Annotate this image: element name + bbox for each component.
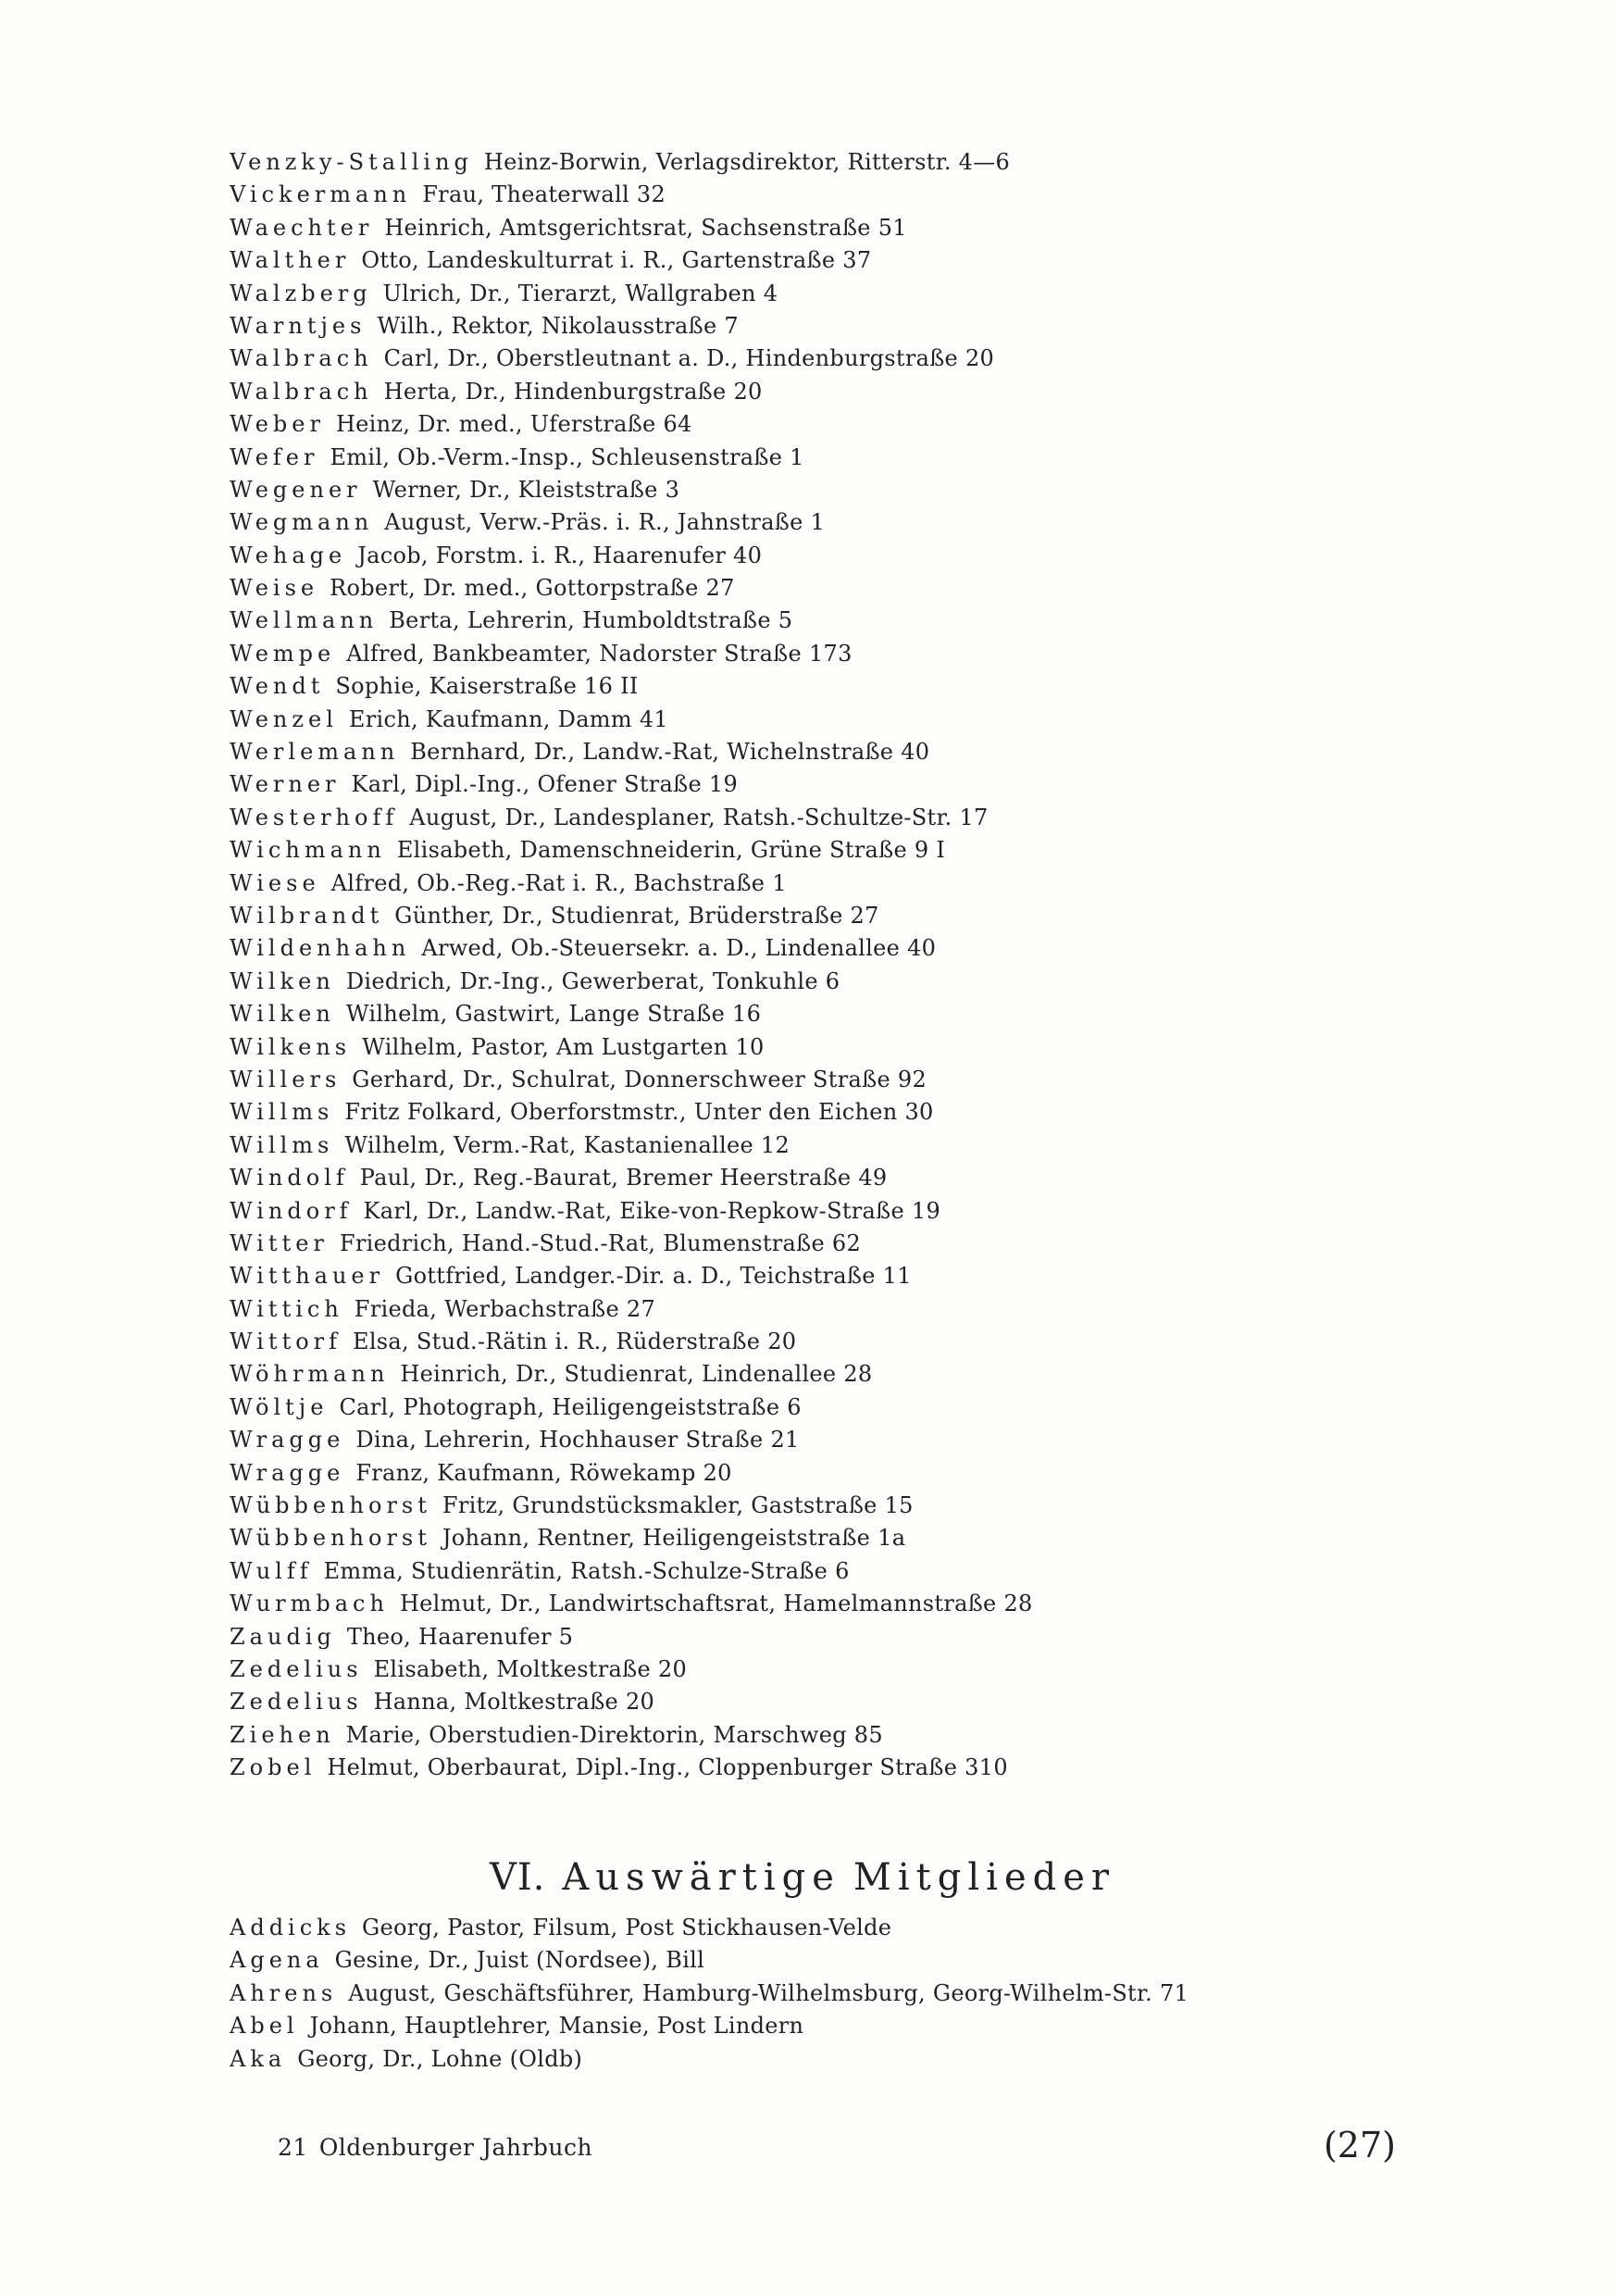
list-item (230, 1096, 1507, 1129)
entry-details: Emil, Ob.-Verm.-Insp., Schleusenstraße 1 (330, 443, 804, 470)
list-item (230, 605, 1507, 637)
entry-details: Herta, Dr., Hindenburgstraße 20 (383, 378, 763, 405)
entry-surname: Zaudig (230, 1623, 336, 1650)
list-item (230, 278, 1507, 310)
entry-surname: Wöltje (230, 1393, 329, 1420)
entry-details: Emma, Studienrätin, Ratsh.-Schulze-Straße 6 (323, 1557, 850, 1584)
list-item (230, 900, 1507, 932)
list-item (230, 1978, 1507, 2010)
entry-details: Günther, Dr., Studienrat, Brüderstraße 27 (394, 902, 879, 929)
list-item (230, 179, 1507, 211)
entry-details: Heinrich, Amtsgerichtsrat, Sachsenstraße 51 (384, 214, 907, 241)
entry-surname: Westerhoff (230, 804, 399, 830)
entry-details: Wilhelm, Verm.-Rat, Kastanienallee 12 (344, 1131, 790, 1158)
list-item (230, 1457, 1507, 1490)
entry-details: Marie, Oberstudien-Direktorin, Marschweg 85 (345, 1721, 883, 1748)
list-item (230, 1129, 1507, 1162)
list-item (230, 1064, 1507, 1096)
list-item (230, 146, 1507, 179)
section-word-2: Mitglieder (853, 1856, 1116, 1899)
entry-surname: Walbrach (230, 345, 373, 372)
list-item (230, 474, 1507, 506)
entry-surname: Vickermann (230, 181, 412, 208)
entry-surname: Wübbenhorst (230, 1525, 431, 1552)
entry-details: Robert, Dr. med., Gottorpstraße 27 (330, 575, 735, 602)
external-member-list (230, 1912, 1507, 2076)
list-item (230, 244, 1507, 277)
member-list (230, 146, 1507, 1785)
entry-details: Paul, Dr., Reg.-Baurat, Bremer Heerstraße 49 (359, 1165, 888, 1192)
entry-details: August, Dr., Landesplaner, Ratsh.-Schultze-Str. 17 (409, 804, 989, 830)
entry-surname: Wilkens (230, 1033, 352, 1060)
list-item (230, 1555, 1507, 1588)
entry-details: Friedrich, Hand.-Stud.-Rat, Blumenstraße 62 (339, 1229, 862, 1256)
page-number: (27) (1323, 2125, 1396, 2165)
entry-surname: Addicks (230, 1915, 352, 1940)
list-item (230, 1391, 1507, 1424)
entry-details: Gerhard, Dr., Schulrat, Donnerschweer Straße 92 (352, 1066, 927, 1092)
entry-details: Erich, Kaufmann, Damm 41 (348, 705, 668, 732)
entry-surname: Wichmann (230, 837, 386, 864)
entry-surname: Warntjes (230, 312, 367, 339)
list-item (230, 1293, 1507, 1326)
entry-surname: Wragge (230, 1459, 345, 1486)
list-item (230, 572, 1507, 605)
entry-details: Diedrich, Dr.-Ing., Gewerberat, Tonkuhle 6 (345, 967, 840, 994)
entry-details: Karl, Dipl.-Ing., Ofener Straße 19 (351, 771, 739, 798)
entry-details: Carl, Dr., Oberstleutnant a. D., Hindenburgstraße 20 (383, 345, 995, 372)
entry-surname: Wilbrandt (230, 902, 384, 929)
list-item (230, 867, 1507, 900)
entry-details: Helmut, Dr., Landwirtschaftsrat, Hamelmannstraße 28 (399, 1591, 1033, 1617)
entry-details: Franz, Kaufmann, Röwekamp 20 (355, 1459, 732, 1486)
list-item (230, 998, 1507, 1030)
list-item (230, 1195, 1507, 1228)
list-item (230, 932, 1507, 965)
entry-surname: Weber (230, 411, 325, 438)
entry-surname: Zedelius (230, 1655, 363, 1682)
section-numeral: VI. (489, 1856, 546, 1899)
entry-details: Heinrich, Dr., Studienrat, Lindenallee 28 (400, 1361, 873, 1388)
entry-details: Heinz, Dr. med., Uferstraße 64 (335, 411, 692, 438)
entry-surname: Wübbenhorst (230, 1492, 431, 1519)
list-item (230, 343, 1507, 375)
entry-surname: Wellmann (230, 607, 379, 634)
list-item (230, 506, 1507, 539)
entry-details: Carl, Photograph, Heiligengeiststraße 6 (339, 1393, 802, 1420)
entry-details: Werner, Dr., Kleiststraße 3 (372, 476, 680, 503)
list-item (230, 408, 1507, 441)
list-item (230, 736, 1507, 768)
list-item (230, 540, 1507, 572)
entry-surname: Wragge (230, 1427, 345, 1454)
entry-details: Karl, Dr., Landw.-Rat, Eike-von-Repkow-Straße 19 (363, 1197, 941, 1224)
entry-surname: Witter (230, 1229, 329, 1256)
list-item (230, 638, 1507, 670)
footer-signature: 21 (278, 2134, 308, 2161)
entry-surname: Wiese (230, 869, 320, 896)
entry-details: August, Verw.-Präs. i. R., Jahnstraße 1 (384, 509, 826, 536)
list-item (230, 768, 1507, 801)
entry-surname: Waechter (230, 214, 374, 241)
entry-surname: Walther (230, 247, 351, 274)
list-item (230, 1522, 1507, 1554)
list-item (230, 442, 1507, 474)
entry-surname: Walbrach (230, 378, 373, 405)
entry-surname: Wittorf (230, 1329, 342, 1355)
entry-surname: Wildenhahn (230, 935, 411, 962)
entry-surname: Wempe (230, 640, 336, 667)
list-item (230, 1719, 1507, 1752)
entry-details: Fritz Folkard, Oberforstmstr., Unter den Eichen 30 (344, 1099, 934, 1126)
entry-details: Wilhelm, Gastwirt, Lange Straße 16 (345, 1001, 762, 1028)
section-word-1: Auswärtige (562, 1856, 840, 1899)
entry-details: Ulrich, Dr., Tierarzt, Wallgraben 4 (382, 280, 778, 306)
entry-surname: Agena (230, 1947, 324, 1974)
list-item (230, 834, 1507, 867)
entry-details: Berta, Lehrerin, Humboldtstraße 5 (389, 607, 793, 634)
list-item (230, 1326, 1507, 1358)
entry-surname: Abel (230, 2013, 299, 2040)
list-item (230, 1752, 1507, 1784)
list-item (230, 376, 1507, 408)
entry-details: Wilhelm, Pastor, Am Lustgarten 10 (362, 1033, 765, 1060)
entry-surname: Windolf (230, 1165, 349, 1192)
page-footer (278, 2134, 592, 2161)
entry-surname: Wegmann (230, 509, 374, 536)
entry-surname: Werlemann (230, 739, 400, 766)
list-item (230, 1912, 1507, 1944)
entry-details: Jacob, Forstm. i. R., Haarenufer 40 (357, 542, 763, 568)
section-heading (0, 1856, 1618, 1899)
list-item (230, 704, 1507, 736)
entry-surname: Wittich (230, 1295, 343, 1322)
entry-surname: Wefer (230, 443, 319, 470)
entry-surname: Willms (230, 1131, 334, 1158)
entry-details: Bernhard, Dr., Landw.-Rat, Wichelnstraße 40 (410, 739, 930, 766)
entry-surname: Wendt (230, 673, 325, 700)
entry-details: Hanna, Moltkestraße 20 (373, 1689, 655, 1716)
entry-details: Dina, Lehrerin, Hochhauser Straße 21 (355, 1427, 800, 1454)
entry-surname: Ziehen (230, 1721, 335, 1748)
entry-details: Alfred, Bankbeamter, Nadorster Straße 173 (346, 640, 853, 667)
entry-details: Elisabeth, Damenschneiderin, Grüne Straße 9 I (396, 837, 946, 864)
footer-publication: Oldenburger Jahrbuch (318, 2134, 593, 2161)
entry-surname: Windorf (230, 1197, 353, 1224)
list-item (230, 2010, 1507, 2042)
entry-details: Otto, Landeskulturrat i. R., Gartenstraße 37 (361, 247, 872, 274)
entry-details: Elsa, Stud.-Rätin i. R., Rüderstraße 20 (353, 1329, 797, 1355)
entry-surname: Walzberg (230, 280, 372, 306)
entry-details: Gesine, Dr., Juist (Nordsee), Bill (334, 1947, 705, 1974)
list-item (230, 1653, 1507, 1686)
list-item (230, 1260, 1507, 1292)
entry-surname: Wilken (230, 967, 335, 994)
entry-details: Sophie, Kaiserstraße 16 II (335, 673, 639, 700)
entry-surname: Wurmbach (230, 1591, 389, 1617)
list-item (230, 802, 1507, 834)
list-item (230, 966, 1507, 998)
entry-surname: Wöhrmann (230, 1361, 390, 1388)
entry-surname: Aka (230, 2045, 287, 2072)
entry-details: Elisabeth, Moltkestraße 20 (373, 1655, 688, 1682)
entry-details: Helmut, Oberbaurat, Dipl.-Ing., Cloppenburger Straße 310 (327, 1754, 1008, 1781)
entry-details: Theo, Haarenufer 5 (346, 1623, 574, 1650)
entry-details: Fritz, Grundstücksmakler, Gaststraße 15 (442, 1492, 914, 1519)
entry-surname: Witthauer (230, 1263, 385, 1290)
entry-details: Johann, Hauptlehrer, Mansie, Post Lindern (309, 2013, 804, 2040)
entry-surname: Zobel (230, 1754, 317, 1781)
entry-surname: Venzky-Stalling (230, 149, 473, 175)
list-item (230, 1588, 1507, 1620)
entry-details: Georg, Dr., Lohne (Oldb) (297, 2045, 583, 2072)
list-item (230, 1358, 1507, 1391)
entry-surname: Wenzel (230, 705, 338, 732)
entry-details: Wilh., Rektor, Nikolausstraße 7 (377, 312, 739, 339)
entry-surname: Werner (230, 771, 341, 798)
entry-details: Georg, Pastor, Filsum, Post Stickhausen-Velde (362, 1915, 892, 1940)
entry-details: August, Geschäftsführer, Hamburg-Wilhelmsburg, Georg-Wilhelm-Str. 71 (348, 1979, 1189, 2006)
entry-surname: Willers (230, 1066, 342, 1092)
list-item (230, 1944, 1507, 1977)
list-item (230, 212, 1507, 244)
entry-surname: Zedelius (230, 1689, 363, 1716)
list-item (230, 2043, 1507, 2076)
entry-surname: Willms (230, 1099, 334, 1126)
list-item (230, 1031, 1507, 1064)
list-item (230, 1621, 1507, 1653)
entry-surname: Wehage (230, 542, 347, 568)
entry-details: Alfred, Ob.-Reg.-Rat i. R., Bachstraße 1 (330, 869, 787, 896)
entry-details: Frau, Theaterwall 32 (422, 181, 666, 208)
list-item (230, 1424, 1507, 1456)
entry-details: Gottfried, Landger.-Dir. a. D., Teichstraße 11 (395, 1263, 912, 1290)
entry-surname: Wilken (230, 1001, 335, 1028)
entry-details: Johann, Rentner, Heiligengeiststraße 1a (442, 1525, 906, 1552)
entry-details: Arwed, Ob.-Steuersekr. a. D., Lindenallee 40 (421, 935, 937, 962)
entry-surname: Wulff (230, 1557, 313, 1584)
entry-details: Frieda, Werbachstraße 27 (354, 1295, 656, 1322)
list-item (230, 1228, 1507, 1260)
list-item (230, 1162, 1507, 1194)
list-item (230, 1686, 1507, 1718)
entry-surname: Weise (230, 575, 319, 602)
list-item (230, 310, 1507, 343)
entry-surname: Ahrens (230, 1979, 338, 2006)
list-item (230, 670, 1507, 703)
entry-surname: Wegener (230, 476, 362, 503)
entry-details: Heinz-Borwin, Verlagsdirektor, Ritterstr. 4—6 (483, 149, 1011, 175)
list-item (230, 1490, 1507, 1522)
